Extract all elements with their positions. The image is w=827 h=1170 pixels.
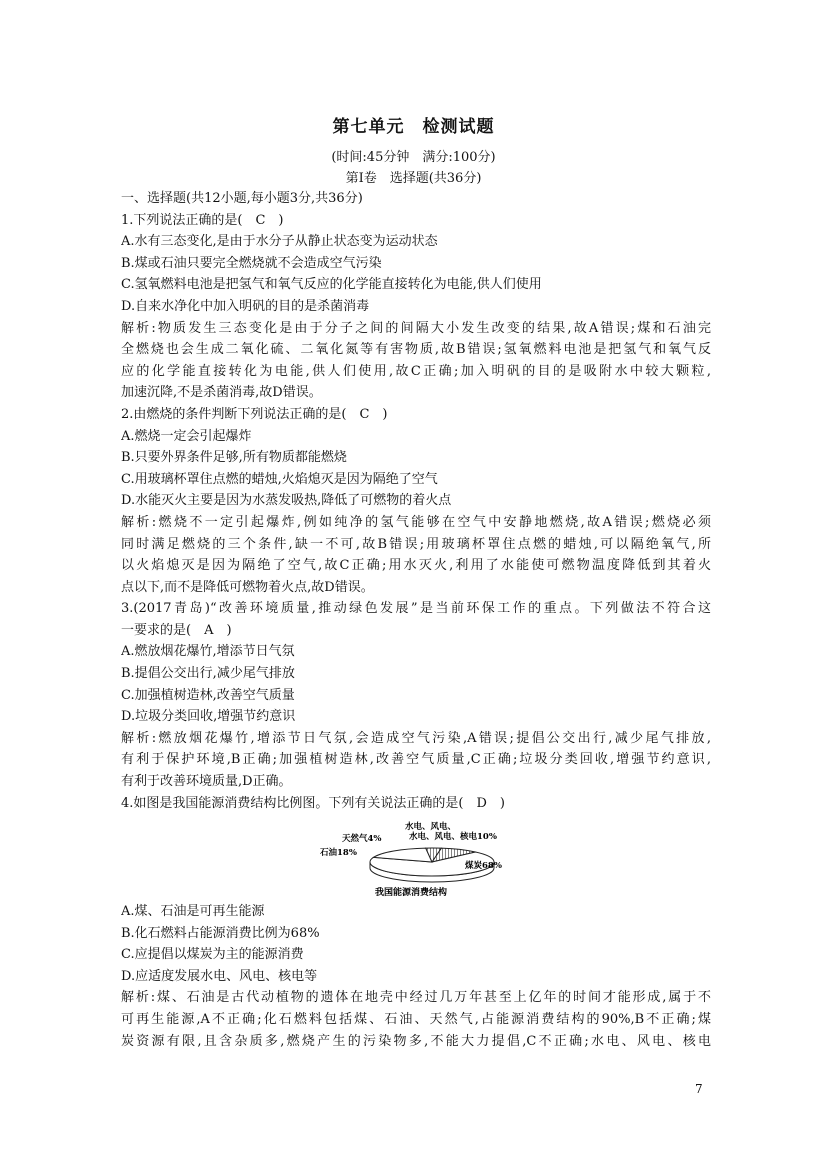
exam-info: (时间:45分钟 满分:100分)	[331, 150, 496, 165]
text-line: B.提倡公交出行,减少尾气排放	[121, 666, 295, 682]
text-line: C.加强植树造林,改善空气质量	[121, 687, 295, 703]
text-line: A.燃放烟花爆竹,增添节日气氛	[121, 644, 295, 660]
answer-text-block	[121, 901, 711, 1052]
text-line: 一要求的是( A )	[121, 622, 232, 638]
energy-pie-chart	[310, 818, 510, 900]
text-line: B.化石燃料占能源消费比例为68%	[121, 925, 320, 941]
text-line: A.煤、石油是可再生能源	[121, 904, 265, 919]
text-line: 3.(2017青岛)“改善环境质量,推动绿色发展”是当前环保工作的重点。下列做法不符合这	[121, 601, 711, 617]
text-line: C.应提倡以煤炭为主的能源消费	[121, 947, 304, 963]
text-line: B.只要外界条件足够,所有物质都能燃烧	[121, 450, 347, 466]
text-line: B.煤或石油只要完全燃烧就不会造成空气污染	[121, 255, 382, 271]
text-line: 2.由燃烧的条件判断下列说法正确的是( C )	[121, 406, 388, 422]
text-line: 全燃烧也会生成二氧化硫、二氧化氮等有害物质,故B错误;氢氧燃料电池是把氢气和氧气反	[121, 342, 711, 358]
text-line: 同时满足燃烧的三个条件,缺一不可,故B错误;用玻璃杯罩住点燃的蜡烛,可以隔绝氧气,所	[121, 536, 711, 552]
text-line: D.垃圾分类回收,增强节约意识	[121, 709, 296, 725]
text-line: C.氢氧燃料电池是把氢气和氧气反应的化学能直接转化为电能,供人们使用	[121, 277, 542, 293]
text-line: 应的化学能直接转化为电能,供人们使用,故C正确;加入明矾的目的是吸附水中较大颗粒,	[121, 363, 711, 379]
label-coal: 煤炭68%	[465, 861, 502, 871]
text-line: C.用玻璃杯罩住点燃的蜡烛,火焰熄灭是因为隔绝了空气	[121, 471, 438, 487]
text-line: D.水能灭火主要是因为水蒸发吸热,降低了可燃物的着火点	[121, 493, 452, 509]
text-line: 加速沉降,不是杀菌消毒,故D错误。	[121, 385, 322, 401]
text-line: 解析:燃放烟花爆竹,增添节日气氛,会造成空气污染,A错误;提倡公交出行,减少尾气排放,	[121, 730, 711, 746]
text-line: 点以下,而不是降低可燃物着火点,故D错误。	[121, 579, 374, 595]
text-line: 4.如图是我国能源消费结构比例图。下列有关说法正确的是( D )	[121, 795, 505, 811]
text-line: 可再生能源,A不正确;化石燃料包括煤、石油、天然气,占能源消费结构的90%,B不正确;煤	[121, 1011, 711, 1027]
text-line: 解析:燃烧不一定引起爆炸,例如纯净的氢气能够在空气中安静地燃烧,故A错误;燃烧必须	[121, 514, 711, 530]
label-hydro-line1: 水电、风电、	[405, 822, 457, 832]
text-line: D.自来水净化中加入明矾的目的是杀菌消毒	[121, 298, 370, 314]
text-line: 一、选择题(共12小题,每小题3分,共36分)	[121, 191, 363, 206]
text-line: A.燃烧一定会引起爆炸	[121, 428, 252, 444]
text-line: 解析:煤、石油是古代动植物的遗体在地壳中经过几万年甚至上亿年的时间才能形成,属于不	[121, 990, 711, 1006]
page-number: 7	[695, 1082, 703, 1096]
question-text-block	[121, 188, 711, 814]
text-line: 解析:物质发生三态变化是由于分子之间的间隔大小发生改变的结果,故A错误;煤和石油完	[121, 320, 711, 336]
text-line: A.水有三态变化,是由于水分子从静止状态变为运动状态	[121, 234, 438, 250]
label-gas: 天然气4%	[342, 834, 382, 844]
text-line: 有利于改善环境质量,D正确。	[121, 774, 292, 790]
label-hydro: 水电、风电、核电10%	[409, 832, 497, 842]
text-line: D.应适度发展水电、风电、核电等	[121, 968, 318, 984]
label-oil: 石油18%	[320, 848, 357, 858]
text-line: 有利于保护环境,B正确;加强植树造林,改善空气质量,C正确;垃圾分类回收,增强节约意识,	[121, 752, 711, 768]
chart-title: 我国能源消费结构	[375, 888, 448, 898]
section-heading: 第Ⅰ卷 选择题(共36分)	[345, 171, 482, 186]
pie-chart-svg	[310, 818, 510, 900]
text-line: 炭资源有限,且含杂质多,燃烧产生的污染物多,不能大力提倡,C不正确;水电、风电、核电	[121, 1033, 711, 1049]
page-title: 第七单元 检测试题	[332, 117, 495, 137]
text-line: 以火焰熄灭是因为隔绝了空气,故C正确;用水灭火,利用了水能使可燃物温度降低到其着火	[121, 558, 711, 574]
text-line: 1.下列说法正确的是( C )	[121, 212, 284, 228]
